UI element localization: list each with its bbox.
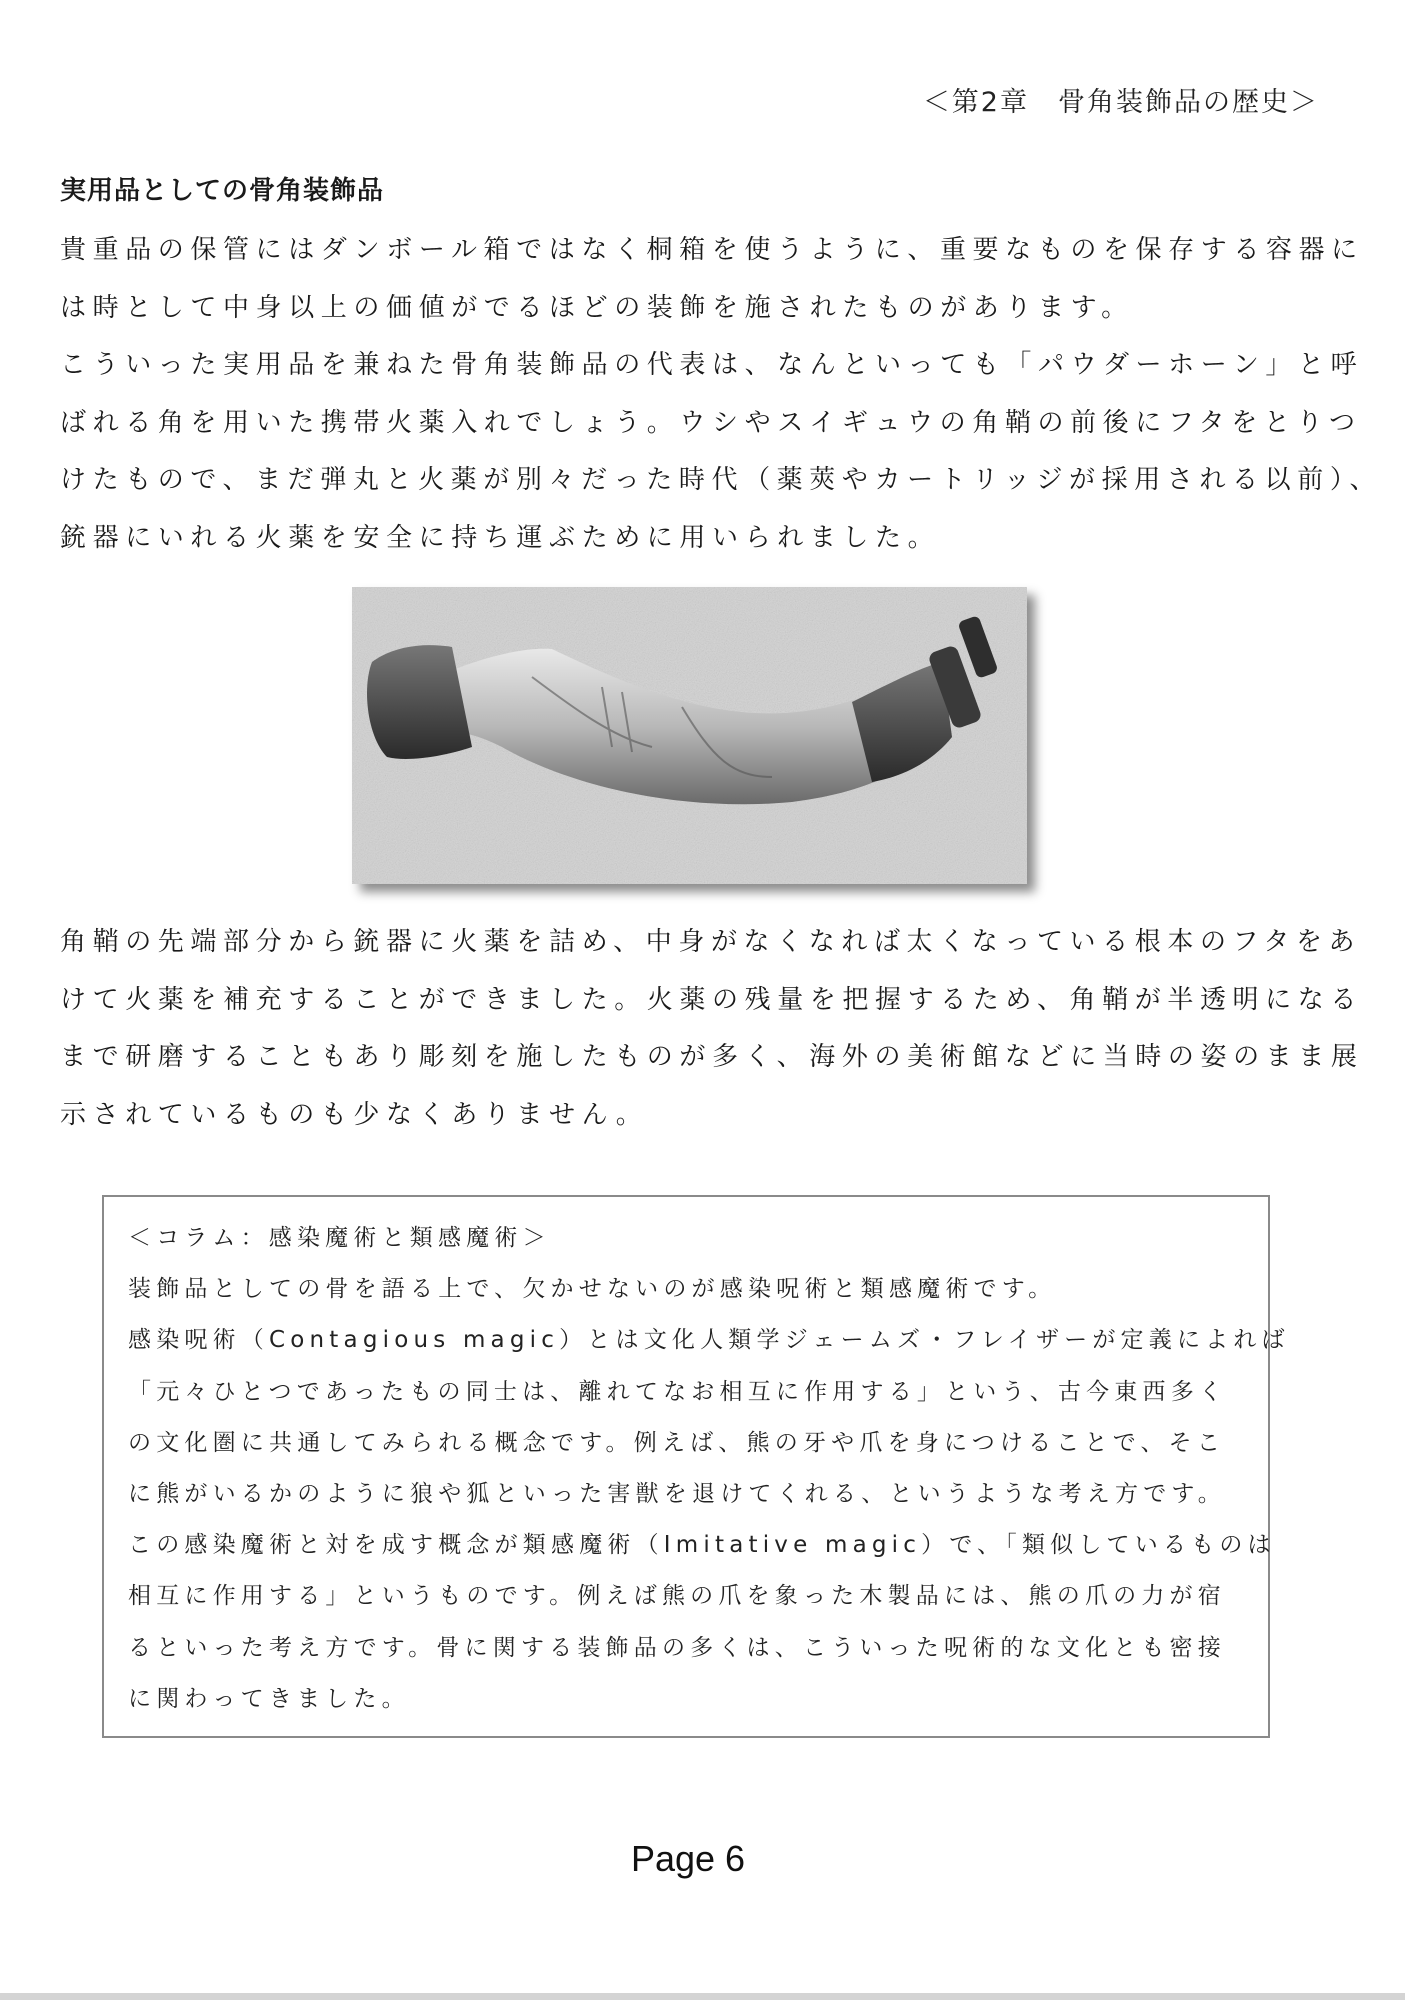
chapter-header: ＜第2章 骨角装飾品の歴史＞ <box>922 87 1319 118</box>
text-line: 銃器にいれる火薬を安全に持ち運ぶために用いられました。 <box>60 522 941 553</box>
text-line: ばれる角を用いた携帯火薬入れでしょう。ウシやスイギュウの角鞘の前後にフタをとりつ <box>60 407 1362 438</box>
paragraph-usage <box>60 914 1364 1144</box>
text-line: 相互に作用する」というものです。例えば熊の爪を象った木製品には、熊の爪の力が宿 <box>128 1583 1226 1610</box>
text-line: 示されているものも少なくありません。 <box>60 1099 649 1130</box>
text-line: この感染魔術と対を成す概念が類感魔術（Imitative magic）で、「類似しているものは <box>128 1532 1276 1559</box>
column-box <box>102 1195 1290 1738</box>
text-line: 装飾品としての骨を語る上で、欠かせないのが感染呪術と類感魔術です。 <box>128 1276 1057 1303</box>
text-line: けたもので、まだ弾丸と火薬が別々だった時代（薬莢やカートリッジが採用される以前）、 <box>60 465 1383 495</box>
text-line: るといった考え方です。骨に関する装飾品の多くは、こういった呪術的な文化とも密接 <box>128 1634 1226 1661</box>
powder-horn-photo <box>352 587 1027 884</box>
column-title: ＜コラム：感染魔術と類感魔術＞ <box>128 1225 551 1251</box>
page-number: Page 6 <box>630 1838 746 1879</box>
paragraph-intro <box>60 222 1383 567</box>
page-bottom-divider <box>0 1993 1405 2000</box>
text-line: に熊がいるかのように狼や狐といった害獣を退けてくれる、というような考え方です。 <box>128 1480 1226 1507</box>
section-heading: 実用品としての骨角装飾品 <box>60 176 385 206</box>
text-line: けて火薬を補充することができました。火薬の残量を把握するため、角鞘が半透明になる <box>60 984 1363 1015</box>
text-line: 角鞘の先端部分から銃器に火薬を詰め、中身がなくなれば太くなっている根本のフタをあ <box>60 927 1362 957</box>
text-line: まで研磨することもあり彫刻を施したものが多く、海外の美術館などに当時の姿のまま展 <box>60 1042 1364 1072</box>
text-line: 貴重品の保管にはダンボール箱ではなく桐箱を使うように、重要なものを保存する容器に <box>60 235 1364 265</box>
text-line: 「元々ひとつであったもの同士は、離れてなお相互に作用する」という、古今東西多く <box>128 1378 1228 1405</box>
text-line: は時として中身以上の価値がでるほどの装飾を施されたものがあります。 <box>60 292 1134 323</box>
text-line: に関わってきました。 <box>128 1685 410 1712</box>
text-line: こういった実用品を兼ねた骨角装飾品の代表は、なんといっても「パウダーホーン」と呼 <box>60 350 1364 380</box>
text-line: 感染呪術（Contagious magic）とは文化人類学ジェームズ・フレイザーが定義によれば <box>128 1327 1290 1354</box>
text-line: の文化圏に共通してみられる概念です。例えば、熊の牙や爪を身につけることで、そこ <box>128 1429 1226 1456</box>
